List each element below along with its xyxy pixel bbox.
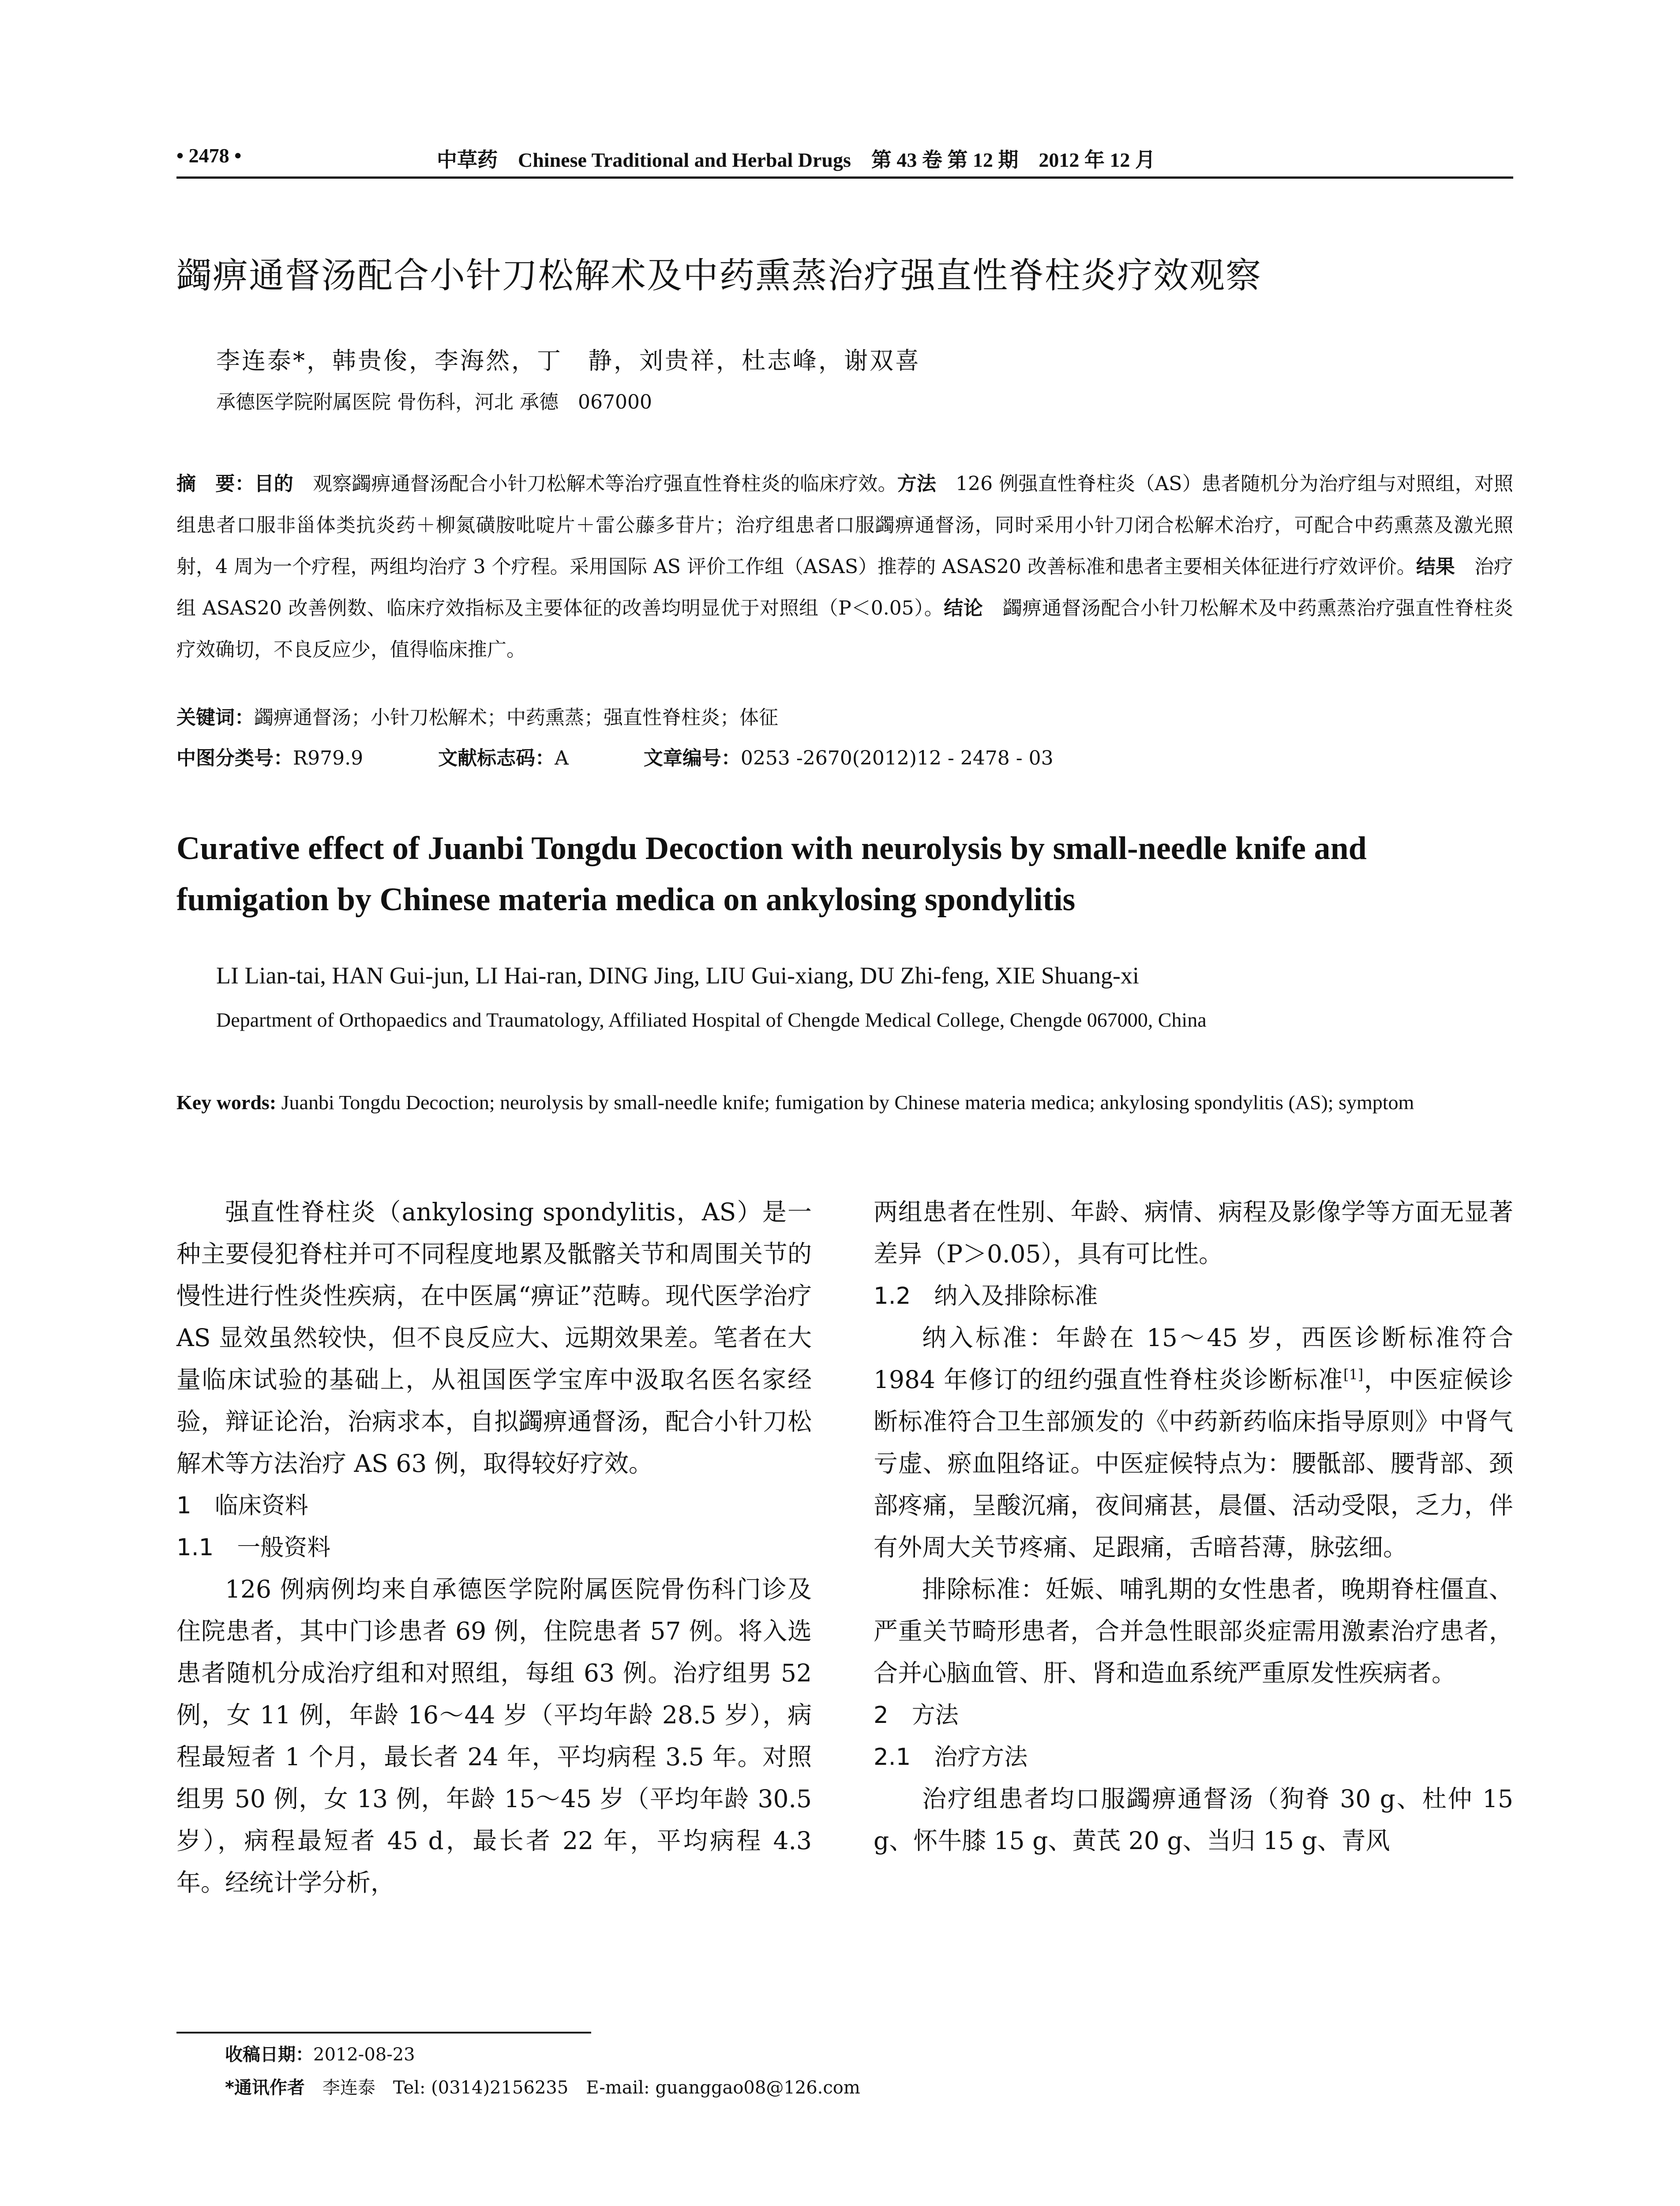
treatment-paragraph: 治疗组患者均口服蠲痹通督汤（狗脊 30 g、杜仲 15 g、怀牛膝 15 g、黄芪 20 g、当归 15 g、青风 <box>874 1785 1513 1855</box>
authors-chinese: 李连泰*，韩贵俊，李海然，丁 静，刘贵祥，杜志峰，谢双喜 <box>216 347 921 375</box>
general-data-paragraph: 126 例病例均来自承德医学院附属医院骨伤科门诊及住院患者，其中门诊患者 69 例，住院患者 57 例。将入选患者随机分成治疗组和对照组，每组 63 例。治疗组男 52 例，女 11 例，年龄 16～44 岁（平均年龄 28.5 岁），病程最短者 1 个月，最长者 24 年，平均病程 3.5 年。对照组男 50 例，女 13 例，年龄 15～45 岁（平均年龄 30.5 岁），病程最短者 45 d，最长者 22 年，平均病程 4.3 年。经统计学分析， <box>176 1575 812 1897</box>
section-heading-1-1: 1.1 一般资料 <box>176 1534 331 1561</box>
section-heading-2: 2 方法 <box>874 1702 959 1729</box>
keywords-text: 蠲痹通督汤；小针刀松解术；中药熏蒸；强直性脊柱炎；体征 <box>254 706 778 729</box>
affiliation-english: Department of Orthopaedics and Traumatology, Affiliated Hospital of Chengde Medical College, Chengde 067000, China <box>216 1009 1207 1031</box>
classification-line <box>176 742 1054 770</box>
running-header <box>176 140 1513 176</box>
inclusion-text-b: ，中医症候诊断标准符合卫生部颁发的《中药新药临床指导原则》中肾气亏虚、瘀血阻络证。中医症候特点为：腰骶部、腰背部、颈部疼痛，呈酸沉痛，夜间痛甚，晨僵、活动受限，乏力，伴有外周大关节疼痛、足跟痛，舌暗苔薄，脉弦细。 <box>874 1366 1513 1561</box>
keywords-en-label: Key words: <box>176 1091 277 1114</box>
inclusion-paragraph <box>874 1317 1513 1568</box>
abstract-label: 摘 要： <box>176 473 255 495</box>
section-heading-1-2: 1.2 纳入及排除标准 <box>874 1283 1098 1309</box>
result-text: 治疗组 ASAS20 改善例数、临床疗效指标及主要体征的改善均明显优于对照组（P＜0.05）。 <box>176 555 1514 619</box>
body-column-right <box>874 1191 1513 1862</box>
authors-english: LI Lian-tai, HAN Gui-jun, LI Hai-ran, DING Jing, LIU Gui-xiang, DU Zhi-feng, XIE Shuang-xi <box>216 962 1139 989</box>
doc-code-label: 文献标志码： <box>438 747 555 769</box>
article-no-value: 0253 -2670(2012)12 - 2478 - 03 <box>740 747 1054 769</box>
title-chinese: 蠲痹通督汤配合小针刀松解术及中药熏蒸治疗强直性脊柱炎疗效观察 <box>176 255 1262 296</box>
corresponding-label: *通讯作者 <box>225 2078 305 2098</box>
received-label: 收稿日期： <box>225 2045 313 2065</box>
keywords-en-text: Juanbi Tongdu Decoction; neurolysis by small-needle knife; fumigation by Chinese materia medica; ankylosing spondylitis (AS); symptom <box>276 1091 1414 1114</box>
keywords-chinese <box>176 702 778 730</box>
page-number: • 2478 • <box>176 144 242 167</box>
title-english: Curative effect of Juanbi Tongdu Decoction with neurolysis by small-needle knife and fumigation by Chinese materia medica on ankylosing spondylitis <box>176 830 1367 918</box>
footnote-corresponding <box>225 2074 860 2099</box>
method-text: 126 例强直性脊柱炎（AS）患者随机分为治疗组与对照组，对照组患者口服非甾体类抗炎药＋柳氮磺胺吡啶片＋雷公藤多苷片；治疗组患者口服蠲痹通督汤，同时采用小针刀闭合松解术治疗，可配合中药熏蒸及激光照射，4 周为一个疗程，两组均治疗 3 个疗程。采用国际 AS 评价工作组（ASAS）推荐的 ASAS20 改善标准和患者主要相关体征进行疗效评价。 <box>176 473 1514 578</box>
footnote-rule <box>176 2032 591 2033</box>
conclusion-text: 蠲痹通督汤配合小针刀松解术及中药熏蒸治疗强直性脊柱炎疗效确切，不良反应少，值得临床推广。 <box>176 597 1514 661</box>
clc-value: R979.9 <box>293 747 364 769</box>
reference-1: [1] <box>1343 1366 1364 1383</box>
keywords-label: 关键词： <box>176 706 254 729</box>
method-label: 方法 <box>897 473 936 495</box>
result-label: 结果 <box>1416 555 1455 578</box>
clc-label: 中图分类号： <box>176 747 293 769</box>
body-column-left <box>176 1191 812 1904</box>
keywords-english <box>176 1083 1513 1122</box>
purpose-label: 目的 <box>254 473 293 495</box>
header-rule <box>176 176 1513 179</box>
affiliation-chinese: 承德医学院附属医院 骨伤科，河北 承德 067000 <box>216 391 652 413</box>
exclusion-paragraph: 排除标准：妊娠、哺乳期的女性患者，晚期脊柱僵直、严重关节畸形患者，合并急性眼部炎症需用激素治疗患者，合并心脑血管、肝、肾和造血系统严重原发性疾病者。 <box>874 1575 1513 1687</box>
article-no-label: 文章编号： <box>643 747 741 769</box>
doc-code-value: A <box>555 747 569 769</box>
continued-paragraph: 两组患者在性别、年龄、病情、病程及影像学等方面无显著差异（P＞0.05），具有可比性。 <box>874 1198 1513 1268</box>
inclusion-text-a: 纳入标准：年龄在 15～45 岁，西医诊断标准符合 1984 年修订的纽约强直性脊柱炎诊断标准 <box>874 1324 1513 1394</box>
received-date: 2012-08-23 <box>313 2045 415 2065</box>
intro-paragraph: 强直性脊柱炎（ankylosing spondylitis，AS）是一种主要侵犯脊柱并可不同程度地累及骶髂关节和周围关节的慢性进行性炎性疾病，在中医属“痹证”范畴。现代医学治疗 AS 显效虽然较快，但不良反应大、远期效果差。笔者在大量临床试验的基础上，从祖国医学宝库中汲取名医名家经验，辩证论治，治病求本，自拟蠲痹通督汤，配合小针刀松解术等方法治疗 AS 63 例，取得较好疗效。 <box>176 1198 812 1478</box>
corresponding-info: 李连泰 Tel: (0314)2156235 E-mail: guanggao08@126.com <box>304 2078 860 2098</box>
purpose-text: 观察蠲痹通督汤配合小针刀松解术等治疗强直性脊柱炎的临床疗效。 <box>293 473 897 495</box>
section-heading-1: 1 临床资料 <box>176 1492 308 1519</box>
journal-info: 中草药 Chinese Traditional and Herbal Drugs 第 43 卷 第 12 期 2012 年 12 月 <box>437 149 1155 171</box>
abstract-chinese <box>176 463 1513 671</box>
section-heading-2-1: 2.1 治疗方法 <box>874 1744 1028 1771</box>
conclusion-label: 结论 <box>944 597 983 619</box>
footnote-received <box>225 2041 415 2066</box>
